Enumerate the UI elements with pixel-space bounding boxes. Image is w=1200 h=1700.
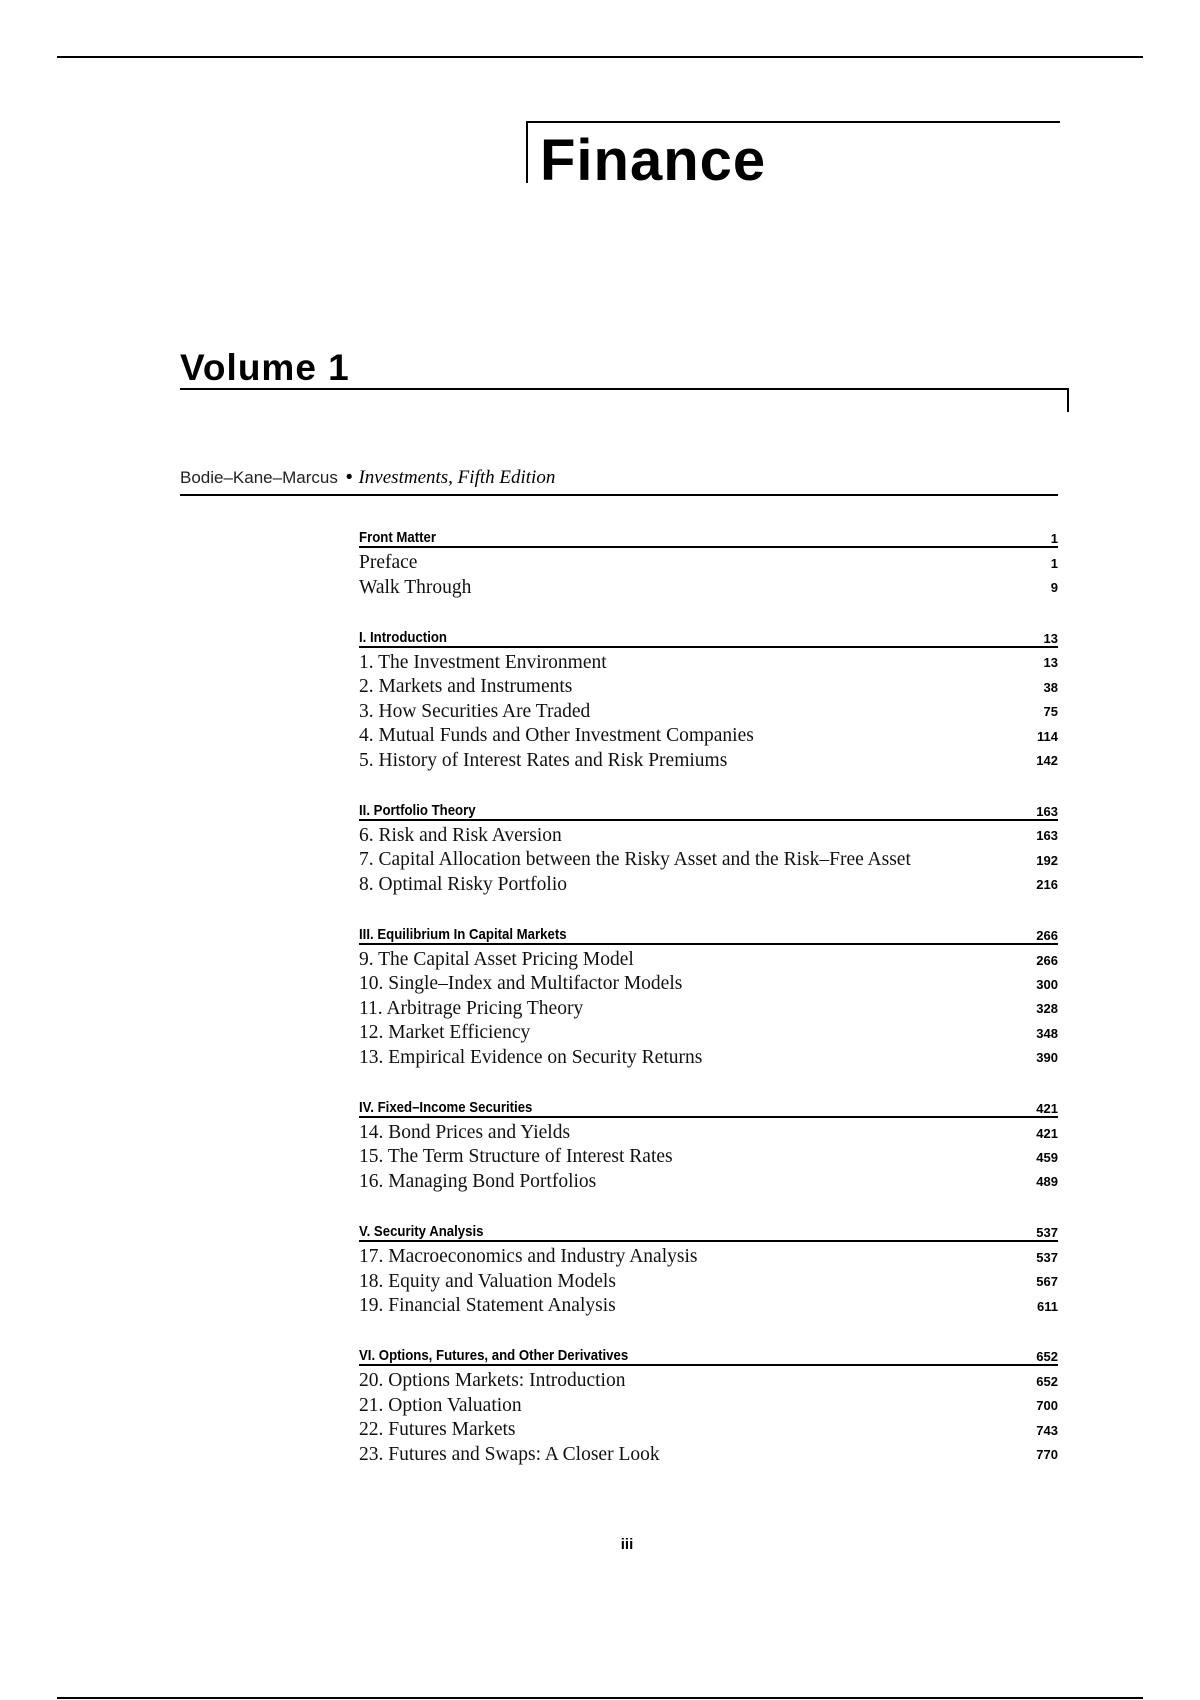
book-line xyxy=(180,466,1058,496)
entry-page: 390 xyxy=(1036,1050,1058,1066)
entry-page: 1 xyxy=(1050,555,1058,571)
entry-page: 216 xyxy=(1036,877,1058,893)
toc-section xyxy=(359,921,1058,1070)
toc-entry[interactable] xyxy=(359,748,1058,772)
entry-title: 10. Single–Index and Multifactor Models xyxy=(359,973,683,995)
toc-entry[interactable] xyxy=(359,948,1058,972)
section-heading[interactable] xyxy=(359,1218,1058,1242)
entry-page: 611 xyxy=(1037,1298,1058,1314)
section-page: 537 xyxy=(1036,1225,1058,1241)
entry-title: 16. Managing Bond Portfolios xyxy=(359,1170,597,1192)
entry-page: 700 xyxy=(1036,1398,1058,1414)
toc-entry[interactable] xyxy=(359,1145,1058,1169)
toc-entry[interactable] xyxy=(359,1021,1058,1045)
section-title: IV. Fixed–Income Securities xyxy=(359,1098,533,1116)
entry-title: Walk Through xyxy=(359,576,472,598)
section-heading[interactable] xyxy=(359,524,1058,548)
entry-title: 17. Macroeconomics and Industry Analysis xyxy=(359,1246,698,1268)
section-heading[interactable] xyxy=(359,1094,1058,1118)
entry-title: 4. Mutual Funds and Other Investment Companies xyxy=(359,725,754,747)
section-title: III. Equilibrium In Capital Markets xyxy=(359,925,567,943)
entry-title: 19. Financial Statement Analysis xyxy=(359,1295,616,1316)
entry-title: 22. Futures Markets xyxy=(359,1419,516,1441)
toc-section xyxy=(359,524,1058,600)
entry-page: 38 xyxy=(1043,679,1058,695)
entry-title: 3. How Securities Are Traded xyxy=(359,700,591,722)
page-title: Finance xyxy=(540,128,767,193)
entry-page: 328 xyxy=(1036,1001,1058,1017)
entry-page: 567 xyxy=(1036,1274,1058,1290)
section-title: II. Portfolio Theory xyxy=(359,801,476,819)
entry-title: 2. Markets and Instruments xyxy=(359,676,573,698)
top-rule xyxy=(57,56,1143,58)
entry-page: 163 xyxy=(1036,828,1058,844)
volume-heading: Volume 1 xyxy=(180,347,350,388)
toc-section xyxy=(359,797,1058,897)
entry-page: 489 xyxy=(1036,1174,1058,1190)
toc-entry[interactable] xyxy=(359,824,1058,848)
entry-title: 14. Bond Prices and Yields xyxy=(359,1122,571,1144)
toc-entry[interactable] xyxy=(359,972,1058,996)
table-of-contents xyxy=(359,524,1058,1491)
toc-section xyxy=(359,1342,1058,1467)
section-title: I. Introduction xyxy=(359,628,447,646)
toc-section xyxy=(359,624,1058,773)
toc-entry[interactable] xyxy=(359,1269,1058,1293)
entry-title: 7. Capital Allocation between the Risky Asset and the Risk–Free Asset xyxy=(359,849,911,871)
toc-entry[interactable] xyxy=(359,675,1058,699)
toc-entry[interactable] xyxy=(359,1394,1058,1418)
section-page: 163 xyxy=(1036,803,1058,819)
entry-page: 421 xyxy=(1036,1125,1058,1141)
section-title: V. Security Analysis xyxy=(359,1223,484,1241)
toc-entry[interactable] xyxy=(359,873,1058,897)
page-number: iii xyxy=(620,1536,634,1553)
toc-entry[interactable] xyxy=(359,848,1058,872)
entry-title: 5. History of Interest Rates and Risk Premiums xyxy=(359,749,728,771)
toc-section xyxy=(359,1094,1058,1194)
toc-entry[interactable] xyxy=(359,651,1058,675)
section-heading[interactable] xyxy=(359,797,1058,821)
entry-title: 1. The Investment Environment xyxy=(359,651,607,673)
toc-entry[interactable] xyxy=(359,700,1058,724)
toc-entry[interactable] xyxy=(359,1418,1058,1442)
entry-title: 12. Market Efficiency xyxy=(359,1022,531,1044)
entry-title: 11. Arbitrage Pricing Theory xyxy=(359,997,584,1019)
entry-title: Preface xyxy=(359,552,418,574)
section-heading[interactable] xyxy=(359,921,1058,945)
entry-page: 459 xyxy=(1036,1149,1058,1165)
entry-page: 743 xyxy=(1036,1422,1058,1438)
section-page: 1 xyxy=(1050,531,1058,546)
entry-title: 9. The Capital Asset Pricing Model xyxy=(359,949,634,971)
toc-entry[interactable] xyxy=(359,1121,1058,1145)
section-page: 266 xyxy=(1036,927,1058,943)
entry-page: 537 xyxy=(1036,1249,1058,1265)
section-page: 13 xyxy=(1043,630,1058,646)
entry-page: 192 xyxy=(1036,852,1058,868)
bottom-rule xyxy=(57,1697,1143,1699)
toc-entry[interactable] xyxy=(359,1245,1058,1269)
entry-title: 6. Risk and Risk Aversion xyxy=(359,824,562,846)
entry-title: 8. Optimal Risky Portfolio xyxy=(359,873,568,895)
entry-page: 142 xyxy=(1036,753,1058,769)
entry-page: 9 xyxy=(1050,580,1058,596)
toc-entry[interactable] xyxy=(359,575,1058,599)
book-authors: Bodie–Kane–Marcus xyxy=(180,468,338,487)
entry-title: 20. Options Markets: Introduction xyxy=(359,1370,626,1392)
section-page: 421 xyxy=(1036,1100,1058,1116)
volume-rule xyxy=(180,388,1069,412)
entry-page: 13 xyxy=(1043,655,1058,671)
entry-page: 770 xyxy=(1036,1447,1058,1463)
toc-section xyxy=(359,1218,1058,1318)
toc-entry[interactable] xyxy=(359,1369,1058,1393)
entry-title: 21. Option Valuation xyxy=(359,1394,522,1416)
toc-entry[interactable] xyxy=(359,1442,1058,1466)
bullet-separator: • xyxy=(345,467,353,488)
entry-title: 13. Empirical Evidence on Security Returns xyxy=(359,1046,703,1068)
toc-entry[interactable] xyxy=(359,724,1058,748)
entry-title: 15. The Term Structure of Interest Rates xyxy=(359,1146,673,1168)
toc-entry[interactable] xyxy=(359,997,1058,1021)
entry-title: 23. Futures and Swaps: A Closer Look xyxy=(359,1443,660,1465)
entry-title: 18. Equity and Valuation Models xyxy=(359,1270,616,1292)
toc-entry[interactable] xyxy=(359,1170,1058,1194)
toc-entry[interactable] xyxy=(359,1294,1058,1318)
entry-page: 114 xyxy=(1037,728,1058,744)
entry-page: 75 xyxy=(1043,704,1058,720)
section-page: 652 xyxy=(1036,1349,1058,1365)
entry-page: 348 xyxy=(1036,1025,1058,1041)
section-heading[interactable] xyxy=(359,624,1058,648)
book-edition: Investments, Fifth Edition xyxy=(358,467,556,488)
entry-page: 652 xyxy=(1036,1373,1058,1389)
toc-entry[interactable] xyxy=(359,1045,1058,1069)
entry-page: 300 xyxy=(1036,976,1058,992)
section-heading[interactable] xyxy=(359,1342,1058,1366)
section-title: VI. Options, Futures, and Other Derivatives xyxy=(359,1347,629,1365)
entry-page: 266 xyxy=(1036,952,1058,968)
section-title: Front Matter xyxy=(359,529,436,546)
toc-entry[interactable] xyxy=(359,551,1058,575)
